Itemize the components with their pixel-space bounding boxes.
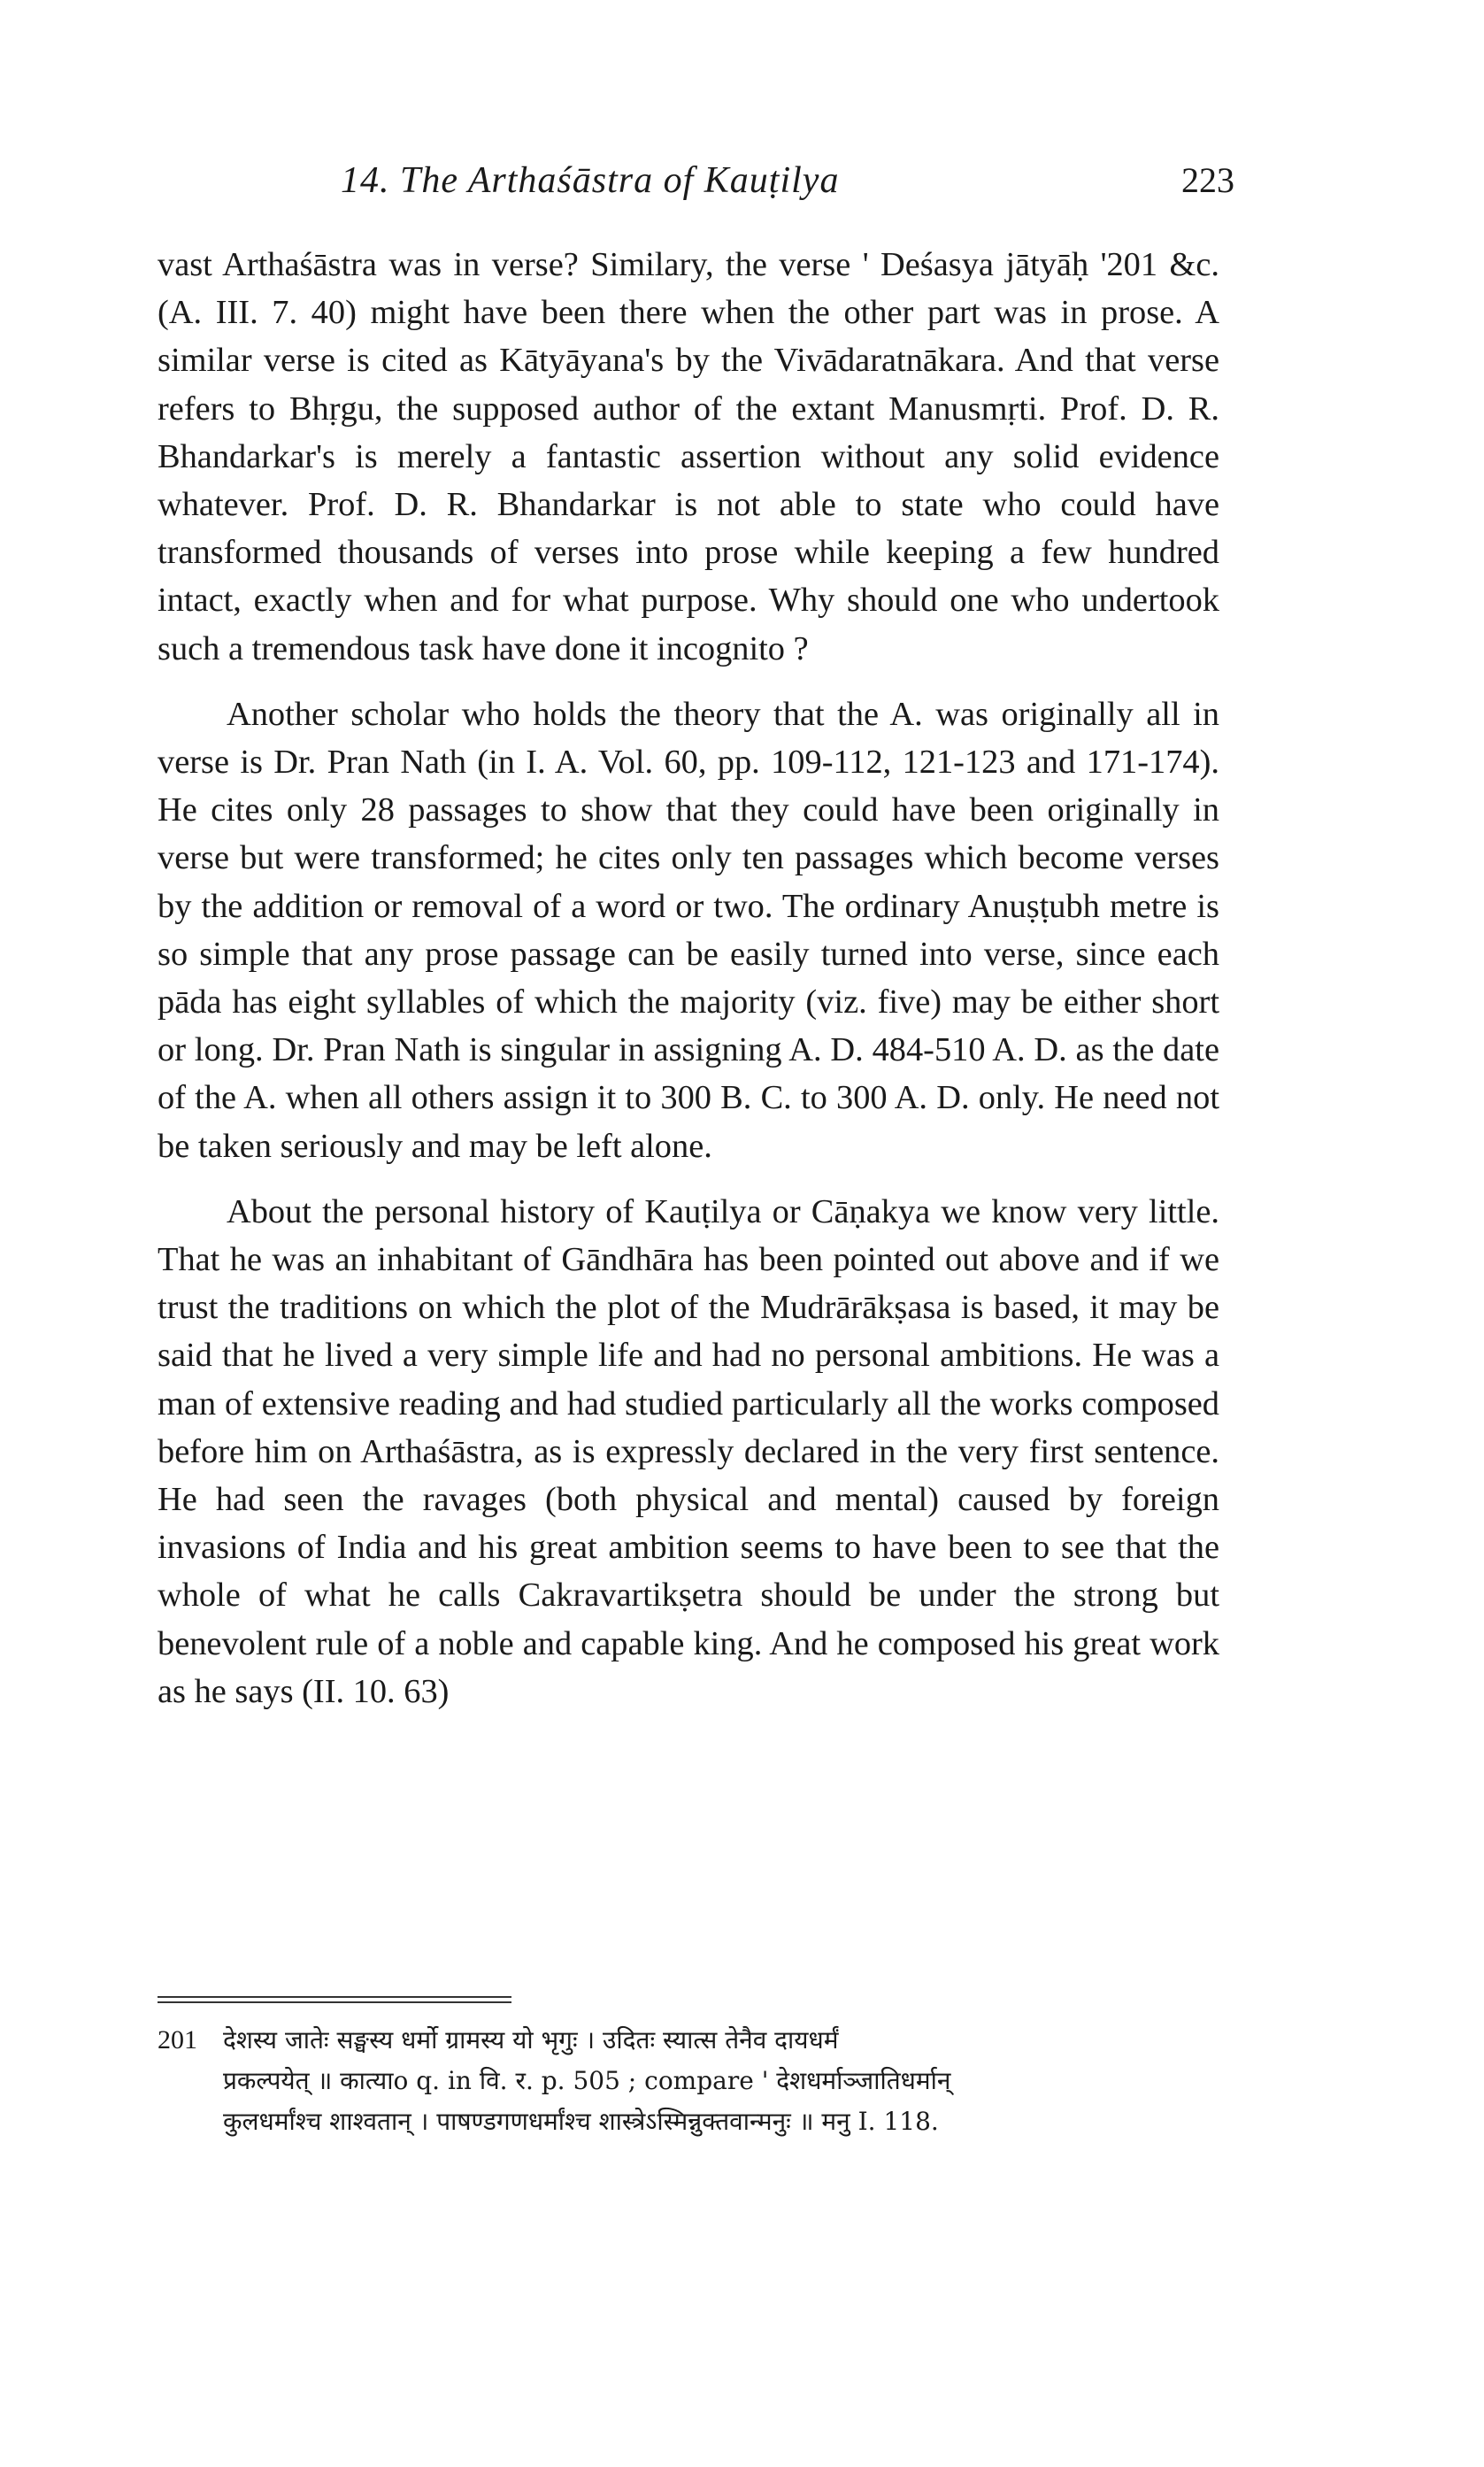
- paragraph-2: Another scholar who holds the theory that the A. was originally all in verse is Dr. Pran Nath (in I. A. Vol. 60, pp. 109-112, 121-123 and 171-174). He cites only 28 passages to show that they could have been originally in verse but were transformed; he cites only ten passages which become verses by the addition or removal of a word or two. The ordinary Anuṣṭubh metre is so simple that any prose passage can be easily turned into verse, since each pāda has eight syllables of which the majority (viz. five) may be either short or long. Dr. Pran Nath is singular in assigning A. D. 484-510 A. D. as the date of the A. when all others assign it to 300 B. C. to 300 A. D. only. He need not be taken seriously and may be left alone.: [158, 695, 1219, 1165]
- footnote-line-2: [158, 2061, 1219, 2101]
- footnote: [158, 2020, 1219, 2142]
- main-text: [158, 241, 1219, 1733]
- paragraph-1: vast Arthaśāstra was in verse? Similary, the verse ' Deśasya jātyāḥ '201 &c. (A. III. 7. 40) might have been there when the other part was in prose. A similar verse is cited as Kātyāyana's by the Vivādaratnākara. And that verse refers to Bhṛgu, the supposed author of the extant Manusmṛti. Prof. D. R. Bhandarkar's is merely a fantastic assertion without any solid evidence whatever. Prof. D. R. Bhandarkar is not able to state who could have transformed thousands of verses into prose while keeping a few hundred intact, exactly when and for what purpose. Why should one who undertook such a tremendous task have done it incognito ?: [158, 246, 1219, 667]
- paragraph-3: About the personal history of Kauṭilya or Cāṇakya we know very little. That he was an inhabitant of Gāndhāra has been pointed out above and if we trust the traditions on which the plot of the Mudrārākṣasa is based, it may be said that he lived a very simple life and had no personal ambitions. He was a man of extensive reading and had studied particularly all the works composed before him on Arthaśāstra, as is expressly declared in the very first sentence. He had seen the ravages (both physical and mental) caused by foreign invasions of India and his great ambition seems to have been to see that the whole of what he calls Cakravartikṣetra should be under the strong but benevolent rule of a noble and capable king. And he composed his great work as he says (II. 10. 63): [158, 1192, 1219, 1710]
- footnote-separator: [158, 1996, 511, 2003]
- page-number: 223: [1181, 160, 1234, 200]
- page-header: [199, 159, 1234, 212]
- footnote-line-3: [158, 2101, 1219, 2142]
- footnote-number: 201: [158, 2025, 197, 2055]
- footnote-line-1: [158, 2020, 1219, 2061]
- running-title: 14. The Arthaśāstra of Kauṭilya: [341, 160, 840, 201]
- footnote-text-1: देशस्य जातेः सङ्घस्य धर्मो ग्रामस्य यो भृगुः । उदितः स्यात्स तेनैव दायधर्मं: [223, 2025, 839, 2055]
- footnote-text-3: कुलधर्मांश्च शाश्वतान् । पाषण्डगणधर्मांश्च शास्त्रेऽस्मिन्नुक्तवान्मनुः ॥ मनु I. 118.: [223, 2107, 939, 2136]
- footnote-text-2: प्रकल्पयेत् ॥ कात्याo q. in वि. र. p. 505 ; compare ' देशधर्माञ्जातिधर्मान्: [223, 2066, 951, 2095]
